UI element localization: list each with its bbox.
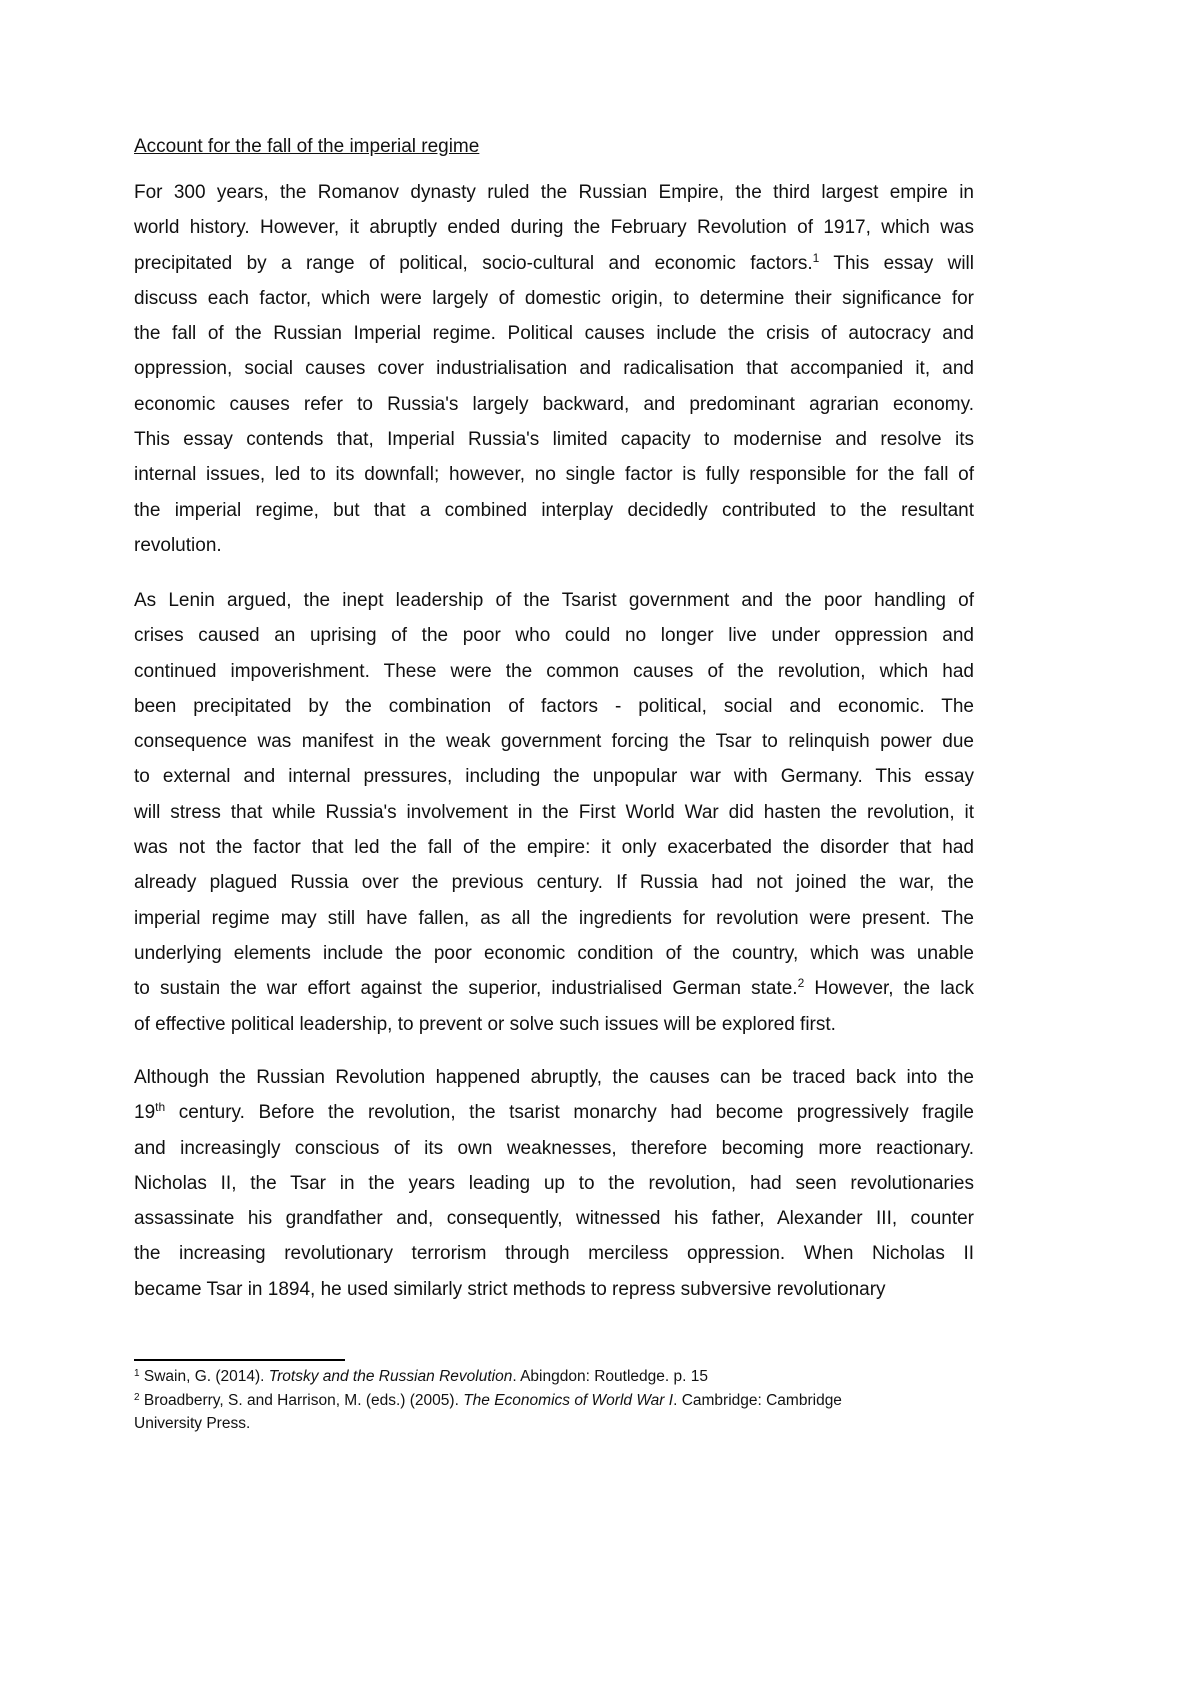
text-segment: This essay contends that, Imperial Russia's limited capacity to modernise and resolve its xyxy=(134,429,974,451)
text-line xyxy=(134,1236,974,1271)
text-segment: became Tsar in 1894, he used similarly strict methods to repress subversive revolutionary xyxy=(134,1278,886,1300)
text-segment: internal issues, led to its downfall; however, no single factor is fully responsible for the fall of xyxy=(134,464,974,486)
text-line xyxy=(134,316,974,351)
text-segment: precipitated by a range of political, socio-cultural and economic factors. xyxy=(134,252,813,274)
paragraph-1 xyxy=(134,175,974,563)
footnote-text: . Cambridge: Cambridge University Press. xyxy=(134,1391,842,1432)
text-line xyxy=(134,457,974,492)
text-segment: imperial regime may still have fallen, as all the ingredients for revolution were present. The xyxy=(134,907,974,929)
text-line xyxy=(134,654,974,689)
text-line xyxy=(134,387,974,422)
text-segment: the imperial regime, but that a combined interplay decidedly contributed to the resultant xyxy=(134,499,974,521)
text-segment: This essay will xyxy=(819,252,975,274)
text-line xyxy=(134,865,974,900)
text-segment: underlying elements include the poor economic condition of the country, which was unable xyxy=(134,942,974,964)
text-line xyxy=(134,1166,974,1201)
text-segment: 19 xyxy=(134,1102,156,1124)
footnote-number: 1 xyxy=(134,1368,140,1379)
text-line xyxy=(134,795,974,830)
text-segment: For 300 years, the Romanov dynasty ruled the Russian Empire, the third largest empire in xyxy=(134,182,974,203)
text-line xyxy=(134,281,974,316)
footnote xyxy=(134,1365,914,1389)
footnote-reference: th xyxy=(155,1100,166,1115)
text-segment: was not the factor that led the fall of the empire: it only exacerbated the disorder that had xyxy=(134,837,974,859)
text-segment: As Lenin argued, the inept leadership of the Tsarist government and the poor handling of xyxy=(134,590,974,611)
text-segment: the increasing revolutionary terrorism through merciless oppression. When Nicholas II xyxy=(134,1243,974,1265)
footnote xyxy=(134,1389,914,1436)
text-segment: will stress that while Russia's involvement in the First World War did hasten the revolution, it xyxy=(134,801,974,823)
text-line xyxy=(134,689,974,724)
text-line xyxy=(134,246,974,281)
footnotes xyxy=(134,1365,914,1436)
text-segment: oppression, social causes cover industrialisation and radicalisation that accompanied it, and xyxy=(134,358,974,380)
text-line xyxy=(134,1007,974,1042)
text-line xyxy=(134,528,974,563)
footnote-separator xyxy=(134,1359,345,1361)
text-line xyxy=(134,936,974,971)
text-line xyxy=(134,493,974,528)
text-segment: assassinate his grandfather and, consequently, witnessed his father, Alexander III, counter xyxy=(134,1208,974,1230)
text-line xyxy=(134,583,974,618)
text-segment: and increasingly conscious of its own weaknesses, therefore becoming more reactionary. xyxy=(134,1137,974,1159)
text-line xyxy=(134,175,974,210)
footnote-text: Swain, G. (2014). xyxy=(139,1368,269,1385)
text-segment: revolution. xyxy=(134,534,222,556)
footnote-text: Broadberry, S. and Harrison, M. (eds.) (2005). xyxy=(139,1391,464,1409)
footnote-title: The Economics of World War I xyxy=(463,1391,674,1409)
text-line xyxy=(134,1060,974,1095)
footnote-text: . Abingdon: Routledge. p. 15 xyxy=(512,1368,708,1385)
text-segment: of effective political leadership, to prevent or solve such issues will be explored first. xyxy=(134,1013,836,1035)
text-segment: Although the Russian Revolution happened abruptly, the causes can be traced back into the xyxy=(134,1067,974,1088)
text-segment: Nicholas II, the Tsar in the years leading up to the revolution, had seen revolutionaries xyxy=(134,1172,974,1194)
text-segment: the fall of the Russian Imperial regime. Political causes include the crisis of autocracy and xyxy=(134,323,974,345)
text-line xyxy=(134,210,974,245)
paragraph-2 xyxy=(134,583,974,1042)
text-segment: to external and internal pressures, including the unpopular war with Germany. This essay xyxy=(134,766,974,788)
footnote-reference: 2 xyxy=(797,976,805,991)
footnote-number: 2 xyxy=(134,1391,140,1403)
text-line xyxy=(134,971,974,1006)
paragraph-3 xyxy=(134,1060,974,1307)
text-line xyxy=(134,901,974,936)
text-segment: However, the lack xyxy=(804,978,974,1000)
text-line xyxy=(134,1201,974,1236)
text-segment: world history. However, it abruptly ended during the February Revolution of 1917, which was xyxy=(134,217,974,239)
text-line xyxy=(134,351,974,386)
text-line xyxy=(134,1272,974,1307)
text-segment: continued impoverishment. These were the common causes of the revolution, which had xyxy=(134,660,974,682)
text-line xyxy=(134,1095,974,1130)
footnote-reference: 1 xyxy=(812,250,820,265)
text-line xyxy=(134,1131,974,1166)
text-line xyxy=(134,422,974,457)
text-segment: been precipitated by the combination of factors - political, social and economic. The xyxy=(134,695,974,717)
text-segment: crises caused an uprising of the poor who could no longer live under oppression and xyxy=(134,625,974,647)
text-line xyxy=(134,759,974,794)
footnote-title: Trotsky and the Russian Revolution xyxy=(268,1368,513,1385)
text-line xyxy=(134,618,974,653)
text-segment: economic causes refer to Russia's largely backward, and predominant agrarian economy. xyxy=(134,393,974,415)
text-segment: discuss each factor, which were largely of domestic origin, to determine their significance for xyxy=(134,287,974,309)
text-segment: to sustain the war effort against the superior, industrialised German state. xyxy=(134,978,798,1000)
text-line xyxy=(134,830,974,865)
text-segment: already plagued Russia over the previous century. If Russia had not joined the war, the xyxy=(134,872,974,894)
essay-title: Account for the fall of the imperial regime xyxy=(134,136,480,157)
text-segment: century. Before the revolution, the tsarist monarchy had become progressively fragile xyxy=(165,1102,974,1124)
text-line xyxy=(134,724,974,759)
text-segment: consequence was manifest in the weak government forcing the Tsar to relinquish power due xyxy=(134,731,974,753)
